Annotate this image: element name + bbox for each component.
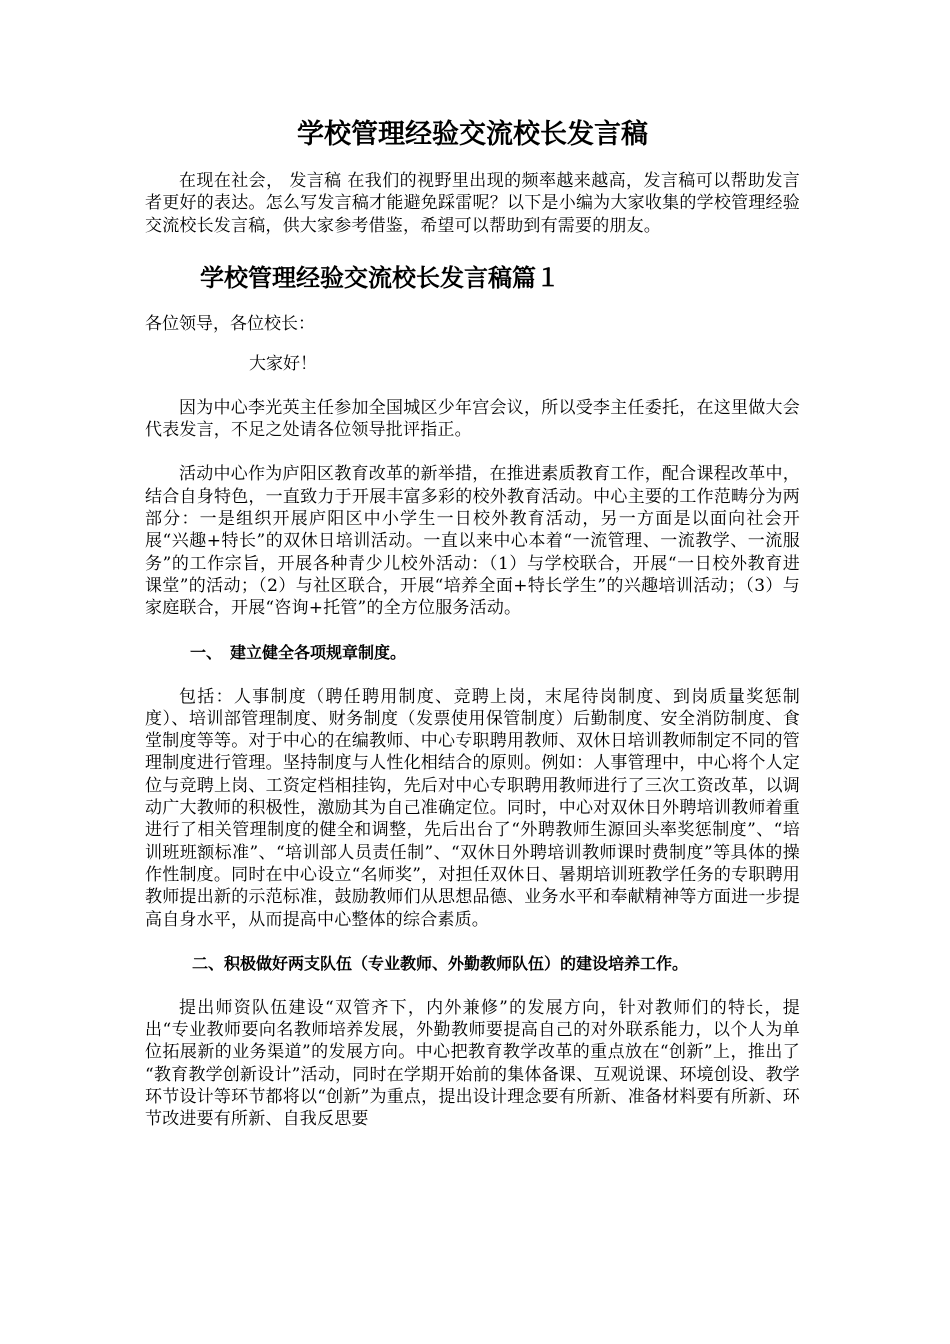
heading-1: 一、 建立健全各项规章制度。 [190, 642, 407, 662]
paragraph-3: 包括：人事制度（聘任聘用制度、竞聘上岗，末尾待岗制度、到岗质量奖惩制度）、培训部管理制度、财务制度（发票使用保管制度）后勤制度、安全消防制度、食堂制度等等。对于中心的在编教师、中心专职聘用教师、双休日培训教师制定不同的管理制度进行管理。坚持制度与人性化相结合的原则。例如：人事管理中，中心将个人定位与竞聘上岗、工资定档相挂钩，先后对中心专职聘用教师进行了三次工资改革，以调动广大教师的积极性，激励其为自己准确定位。同时，中心对双休日外聘培训教师着重进行了相关管理制度的健全和调整，先后出台了“外聘教师生源回头率奖惩制度”、“培训班班额标准”、“培训部人员责任制”、“双休日外聘培训教师课时费制度”等具体的操作性制度。同时在中心设立“名师奖”，对担任双休日、暑期培训班教学任务的专职聘用教师提出新的示范标准，鼓励教师们从思想品德、业务水平和奉献精神等方面进一步提高自身水平，从而提高中心整体的综合素质。 [145, 686, 800, 930]
greeting: 大家好！ [249, 353, 317, 374]
paragraph-4: 提出师资队伍建设“双管齐下，内外兼修”的发展方向，针对教师们的特长，提出“专业教师要向名教师培养发展，外勤教师要提高自己的对外联系能力，以个人为单位拓展新的业务渠道”的发展方向。中心把教育教学改革的重点放在“创新”上，推出了 “教育教学创新设计”活动，同时在学期开始前的集体备课、互观说课、环境创设、教学环节设计等环节都将以“创新”为重点，提出设计理念要有所新、准备材料要有所新、环节改进要有所新、自我反思要 [145, 997, 800, 1130]
intro-paragraph: 在现在社会， 发言稿 在我们的视野里出现的频率越来越高，发言稿可以帮助发言者更好的表达。怎么写发言稿才能避免踩雷呢？以下是小编为大家收集的学校管理经验交流校长发言稿，供大家参考借鉴，希望可以帮助到有需要的朋友。 [145, 171, 800, 236]
document-title: 学校管理经验交流校长发言稿 [297, 119, 648, 150]
paragraph-1: 因为中心李光英主任参加全国城区少年宫会议，所以受李主任委托，在这里做大会代表发言，不足之处请各位领导批评指正。 [145, 397, 800, 441]
heading-2: 二、积极做好两支队伍（专业教师、外勤教师队伍）的建设培养工作。 [192, 953, 689, 973]
paragraph-2: 活动中心作为庐阳区教育改革的新举措，在推进素质教育工作，配合课程改革中，结合自身特色，一直致力于开展丰富多彩的校外教育活动。中心主要的工作范畴分为两部分：一是组织开展庐阳区中小学生一日校外教育活动，另一方面是以面向社会开展“兴趣+特长”的双休日培训活动。一直以来中心本着“一流管理、一流教学、一流服务”的工作宗旨，开展各种青少儿校外活动：（1）与学校联合，开展“一日校外教育进课堂”的活动；（2）与社区联合，开展“培养全面+特长学生”的兴趣培训活动；（3）与家庭联合，开展“咨询+托管”的全方位服务活动。 [145, 464, 800, 619]
salutation: 各位领导，各位校长： [145, 313, 315, 334]
section-title: 学校管理经验交流校长发言稿篇１ [200, 262, 560, 292]
